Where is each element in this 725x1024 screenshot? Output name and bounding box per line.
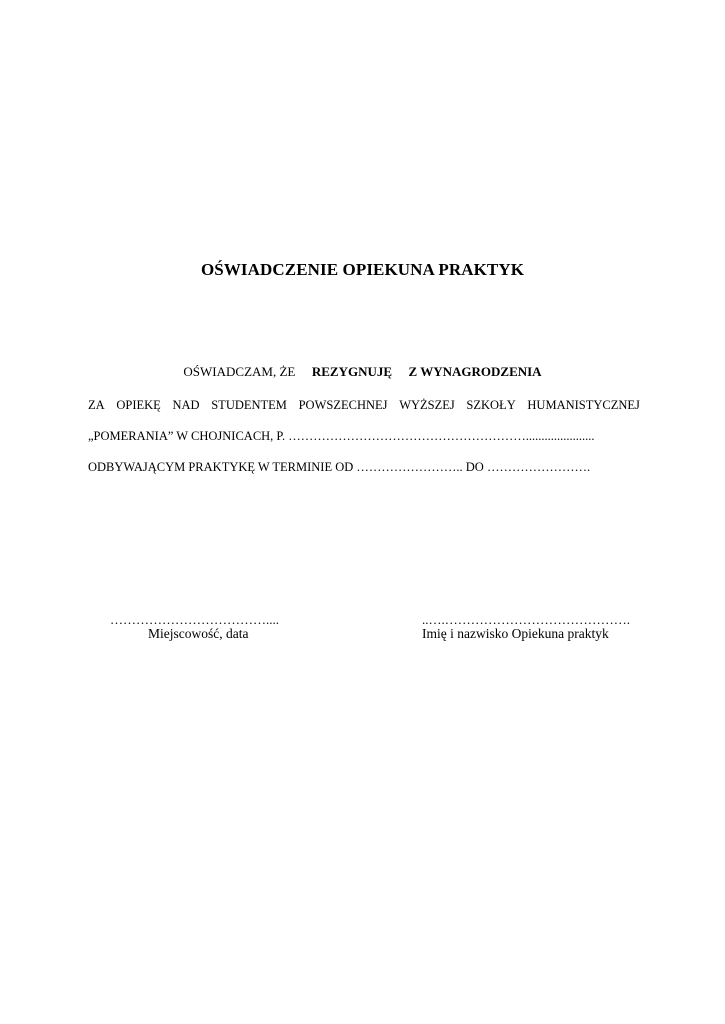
line2-word: ZA — [88, 398, 105, 412]
line2-word: HUMANISTYCZNEJ — [527, 398, 640, 412]
statement-resign-word: REZYGNUJĘ — [311, 364, 393, 379]
statement-line-2 — [88, 398, 640, 413]
statement-line-3-student-name-field: „POMERANIA” W CHOJNICACH, P. …………………………………………………...................... — [88, 429, 595, 443]
statement-line-4-date-range-field: ODBYWAJĄCYM PRAKTYKĘ W TERMINIE OD …………………….. DO ……………………. — [88, 460, 591, 474]
supervisor-signature-line: ..….……………………………………. — [422, 612, 630, 627]
line2-word: WYŻSZEJ — [399, 398, 455, 412]
line2-word: NAD — [172, 398, 200, 412]
statement-line-1 — [0, 364, 725, 380]
line2-word: STUDENTEM — [211, 398, 287, 412]
line2-word: OPIEKĘ — [116, 398, 161, 412]
place-date-label: Miejscowość, data — [148, 626, 249, 641]
statement-prefix: OŚWIADCZAM, ŻE — [183, 364, 296, 379]
place-date-signature-line: ……………………………….... — [110, 612, 279, 627]
supervisor-name-label: Imię i nazwisko Opiekuna praktyk — [422, 626, 609, 641]
document-title: OŚWIADCZENIE OPIEKUNA PRAKTYK — [200, 260, 525, 279]
line2-word: SZKOŁY — [466, 398, 516, 412]
statement-remuneration: Z WYNAGRODZENIA — [408, 364, 542, 379]
line2-word: POWSZECHNEJ — [298, 398, 388, 412]
